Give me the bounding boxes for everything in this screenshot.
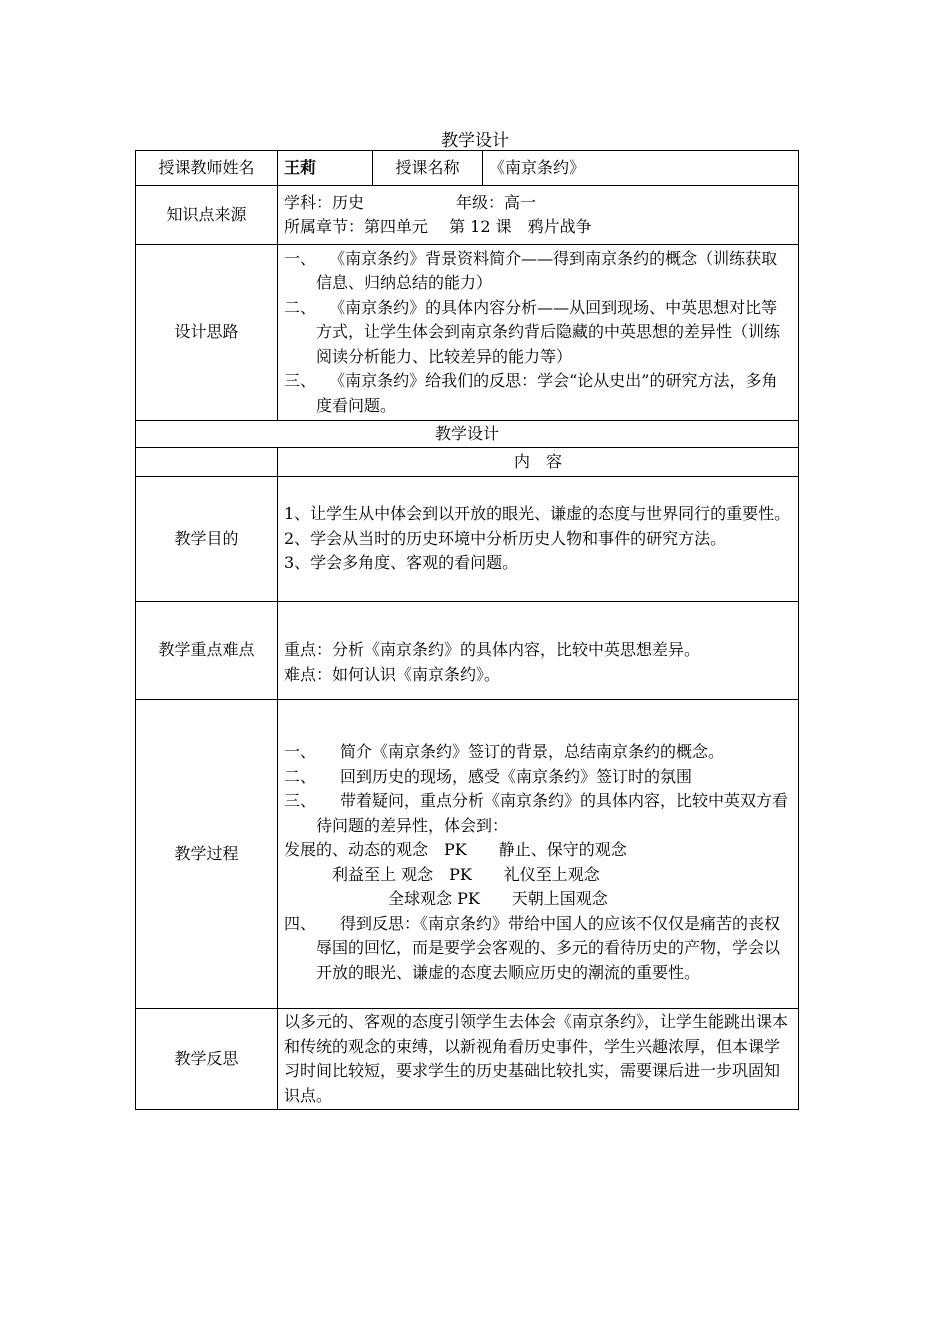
source-label: 知识点来源 (136, 186, 278, 245)
comparison-line: 利益至上 观念 PK 礼仪至上观念 (332, 864, 600, 884)
subject-grade-line (284, 191, 792, 216)
reflection-row (136, 1009, 799, 1110)
reflection-text: 以多元的、客观的态度引领学生去体会《南京条约》，让学生能跳出课本和传统的观念的束缚，以新视角看历史事件，学生兴趣浓厚，但本课学习时间比较短，要求学生的历史基础比较扎实，需要课后进一步巩固知识点。 (284, 1012, 789, 1105)
source-content (278, 186, 799, 245)
key-points-label: 教学重点难点 (136, 602, 278, 700)
design-idea-content (278, 245, 799, 421)
process-label: 教学过程 (136, 700, 278, 1009)
objective-item: 1、让学生从中体会到以开放的眼光、谦虚的态度与世界同行的重要性。 (284, 504, 791, 524)
lesson-plan-table (135, 150, 799, 1110)
empty-cell (136, 448, 278, 477)
design-point: 二、 《南京条约》的具体内容分析——从回到现场、中英思想对比等方式，让学生体会到南京条约背后隐藏的中英思想的差异性（训练阅读分析能力、比较差异的能力等） (284, 297, 781, 366)
objectives-content (278, 477, 799, 602)
process-row (136, 700, 799, 1009)
process-step: 四、 得到反思：《南京条约》带给中国人的应该不仅仅是痛苦的丧权辱国的回忆，而是要学会客观的、多元的看待历史的产物，学会以开放的眼光、谦虚的态度去顺应历史的潮流的重要性。 (284, 913, 781, 982)
header-row (136, 151, 799, 186)
key-points-content (278, 602, 799, 700)
design-point: 一、 《南京条约》背景资料简介——得到南京条约的概念（训练获取信息、归纳总结的能力） (284, 248, 778, 293)
reflection-label: 教学反思 (136, 1009, 278, 1110)
section-heading-row (136, 421, 799, 448)
process-step: 三、 带着疑问，重点分析《南京条约》的具体内容，比较中英双方看待问题的差异性，体会到： (284, 791, 789, 835)
source-row (136, 186, 799, 245)
objectives-label: 教学目的 (136, 477, 278, 602)
process-step: 一、 简介《南京条约》签订的背景，总结南京条约的概念。 (284, 742, 725, 761)
course-name-value: 《南京条约》 (483, 151, 799, 186)
comparison-line: 发展的、动态的观念 PK 静止、保守的观念 (284, 840, 627, 859)
chapter-text: 所属章节：第四单元 第 12 课 鸦片战争 (284, 217, 592, 236)
objectives-row (136, 477, 799, 602)
design-idea-label: 设计思路 (136, 245, 278, 421)
grade-text: 年级：高一 (456, 192, 537, 212)
design-point: 三、 《南京条约》给我们的反思：学会“论从史出”的研究方法，多角度看问题。 (284, 371, 778, 415)
key-point-text: 重点：分析《南京条约》的具体内容，比较中英思想差异。 (284, 640, 701, 659)
objective-item: 2、学会从当时的历史环境中分析历史人物和事件的研究方法。 (284, 528, 727, 548)
objective-item: 3、学会多角度、客观的看问题。 (284, 553, 519, 573)
process-content (278, 700, 799, 1009)
teacher-name-value: 王莉 (278, 151, 373, 186)
difficulty-text: 难点：如何认识《南京条约》。 (284, 664, 501, 684)
section-heading: 教学设计 (136, 421, 799, 448)
process-step: 二、 回到历史的现场，感受《南京条约》签订时的氛围 (284, 766, 693, 786)
design-idea-row (136, 245, 799, 421)
reflection-content (278, 1009, 799, 1110)
document-title: 教学设计 (441, 131, 509, 151)
course-name-label: 授课名称 (373, 151, 483, 186)
key-points-row (136, 602, 799, 700)
teacher-name-label: 授课教师姓名 (136, 151, 278, 186)
comparison-line: 全球观念 PK 天朝上国观念 (388, 889, 608, 908)
subject-text: 学科：历史 (284, 192, 365, 212)
content-heading-row (136, 448, 799, 477)
content-heading: 内 容 (278, 448, 799, 477)
